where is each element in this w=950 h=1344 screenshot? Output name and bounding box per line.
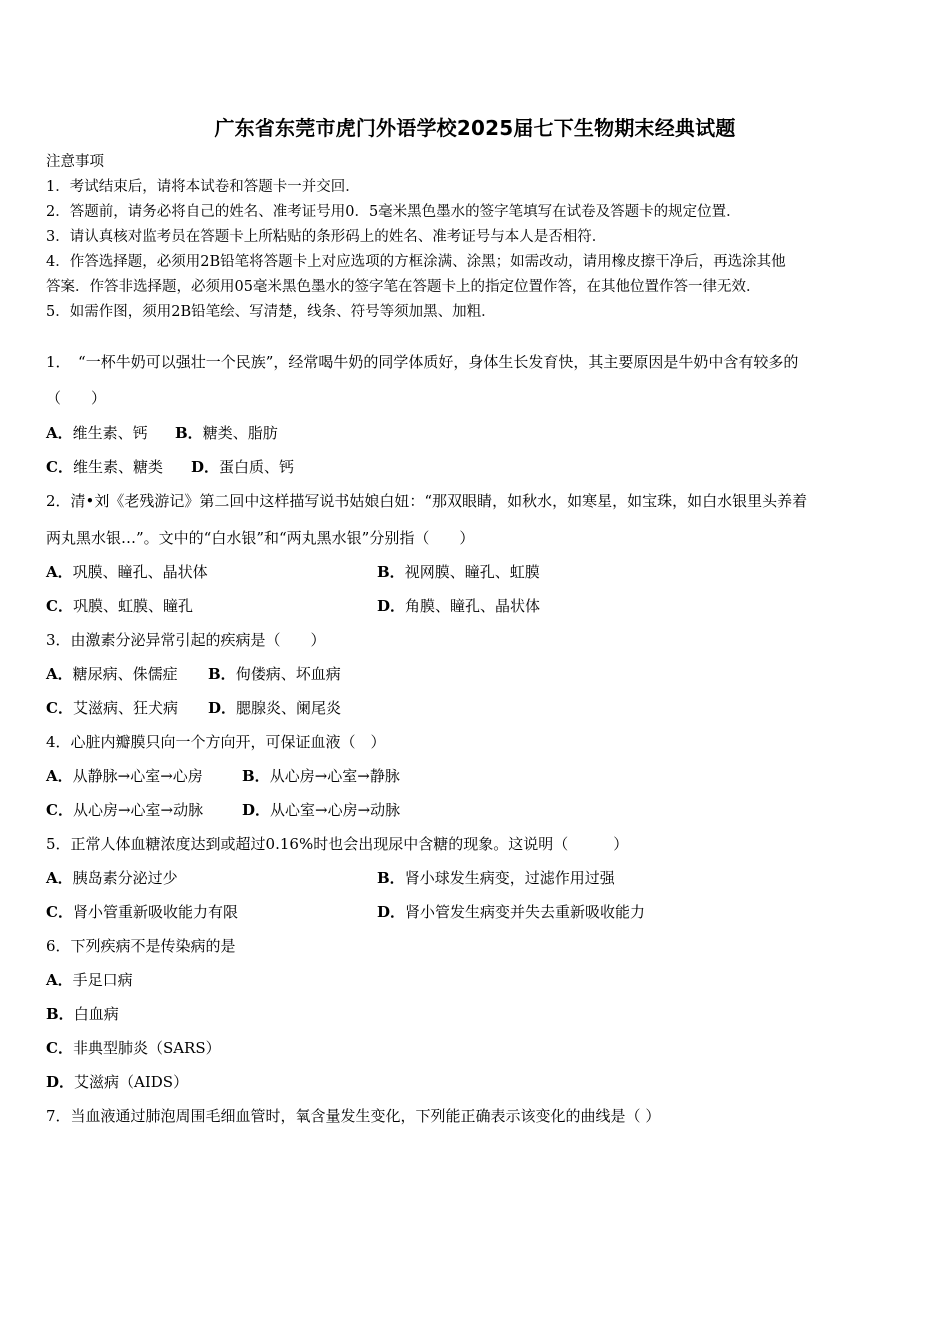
option-4d[interactable]: D．从心室→心房→动脉 (242, 801, 401, 819)
notice-heading: 注意事项 (46, 154, 104, 170)
option-3b[interactable]: B．佝偻病、坏血病 (208, 665, 341, 683)
question-5-stem: 5．正常人体血糖浓度达到或超过0.16%时也会出现尿中含糖的现象。这说明（ ） (46, 835, 629, 853)
notice-item: 3．请认真核对监考员在答题卡上所粘贴的条形码上的姓名、准考证号与本人是否相符． (46, 229, 607, 245)
notice-item: 答案．作答非选择题，必须用05毫米黑色墨水的签字笔在答题卡上的指定位置作答，在其他位置作答一律无效． (46, 279, 761, 295)
option-4a[interactable]: A．从静脉→心室→心房 (46, 767, 203, 785)
question-2-stem-cont: 两丸黑水银…”。文中的“白水银”和“两丸黑水银”分别指（ ） (46, 529, 475, 547)
option-1c[interactable]: C．维生素、糖类 (46, 458, 163, 476)
option-2a[interactable]: A．巩膜、瞳孔、晶状体 (46, 563, 208, 581)
notice-item: 2．答题前，请务必将自己的姓名、准考证号用0．5毫米黑色墨水的签字笔填写在试卷及答题卡的规定位置． (46, 204, 741, 220)
notice-item: 1．考试结束后，请将本试卷和答题卡一并交回． (46, 179, 360, 195)
option-3d[interactable]: D．腮腺炎、阑尾炎 (208, 699, 342, 717)
option-1d[interactable]: D．蛋白质、钙 (191, 458, 295, 476)
question-1-stem-cont: （ ） (46, 389, 107, 407)
option-6b[interactable]: B．白血病 (46, 1005, 119, 1023)
question-4-stem: 4．心脏内瓣膜只向一个方向开，可保证血液（ ） (46, 733, 386, 751)
option-5c[interactable]: C．肾小管重新吸收能力有限 (46, 903, 238, 921)
option-2c[interactable]: C．巩膜、虹膜、瞳孔 (46, 597, 193, 615)
option-1a[interactable]: A．维生素、钙 (46, 424, 148, 442)
question-1-stem: 1． “一杯牛奶可以强壮一个民族”，经常喝牛奶的同学体质好，身体生长发育快，其主要原因是牛奶中含有较多的 (46, 353, 799, 371)
option-6a[interactable]: A．手足口病 (46, 971, 133, 989)
question-6-stem: 6．下列疾病不是传染病的是 (46, 937, 236, 955)
option-4b[interactable]: B．从心房→心室→静脉 (242, 767, 400, 785)
option-2d[interactable]: D．角膜、瞳孔、晶状体 (377, 597, 541, 615)
page-title: 广东省东莞市虎门外语学校2025届七下生物期末经典试题 (214, 116, 736, 140)
option-4c[interactable]: C．从心房→心室→动脉 (46, 801, 204, 819)
option-3c[interactable]: C．艾滋病、狂犬病 (46, 699, 178, 717)
option-5a[interactable]: A．胰岛素分泌过少 (46, 869, 178, 887)
option-6d[interactable]: D．艾滋病（AIDS） (46, 1073, 189, 1091)
notice-item: 5．如需作图，须用2B铅笔绘、写清楚，线条、符号等须加黑、加粗． (46, 304, 496, 320)
option-1b[interactable]: B．糖类、脂肪 (175, 424, 278, 442)
notice-item: 4．作答选择题，必须用2B铅笔将答题卡上对应选项的方框涂满、涂黑；如需改动，请用橡皮擦干净后，再选涂其他 (46, 254, 786, 270)
question-2-stem: 2．清•刘《老残游记》第二回中这样描写说书姑娘白妞：“那双眼睛，如秋水，如寒星，如宝珠，如白水银里头养着 (46, 492, 808, 510)
option-5b[interactable]: B．肾小球发生病变，过滤作用过强 (377, 869, 615, 887)
question-3-stem: 3．由激素分泌异常引起的疾病是（ ） (46, 631, 326, 649)
option-3a[interactable]: A．糖尿病、侏儒症 (46, 665, 178, 683)
option-5d[interactable]: D．肾小管发生病变并失去重新吸收能力 (377, 903, 646, 921)
option-6c[interactable]: C．非典型肺炎（SARS） (46, 1039, 221, 1057)
notice-section (46, 150, 906, 325)
option-2b[interactable]: B．视网膜、瞳孔、虹膜 (377, 563, 540, 581)
question-7-stem: 7．当血液通过肺泡周围毛细血管时，氧含量发生变化，下列能正确表示该变化的曲线是（ ） (46, 1107, 661, 1125)
